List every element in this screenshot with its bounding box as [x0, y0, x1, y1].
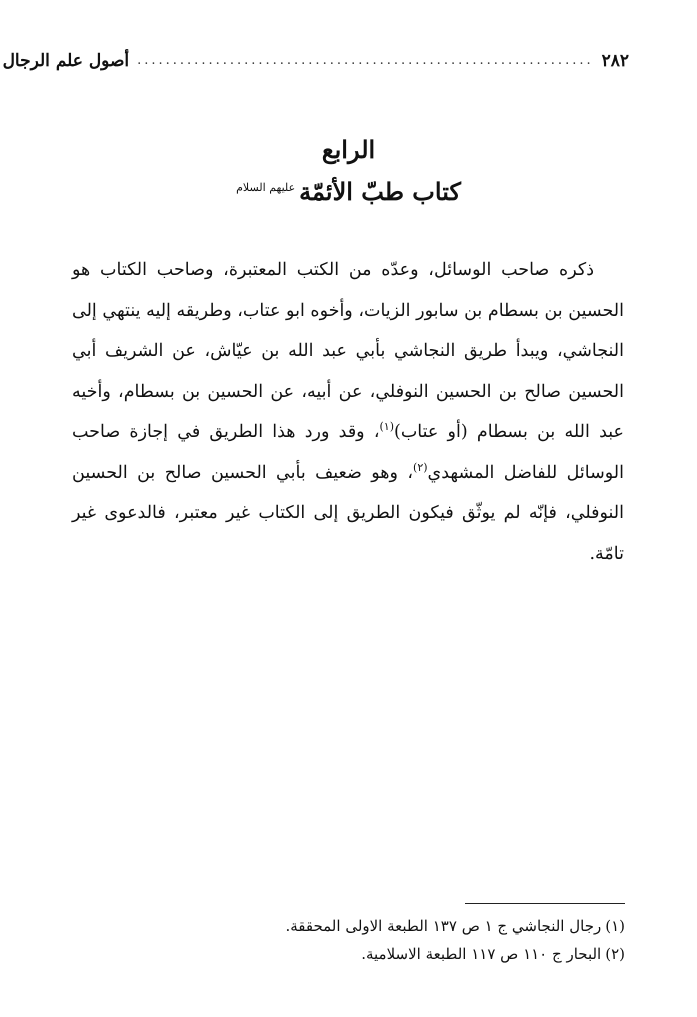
chapter-book-title: كتاب طبّ الأئمّة — [299, 177, 461, 206]
body-paragraph — [72, 250, 624, 574]
running-book-title: أصول علم الرجال — [2, 51, 130, 71]
footnote-divider — [465, 903, 625, 904]
honorific-symbol: عليهم السلام — [236, 181, 296, 194]
footnote-item — [70, 912, 625, 940]
footnote-item — [70, 940, 625, 968]
footnote-reference-2[interactable]: (٢) — [413, 460, 428, 474]
footnote-number: (١) — [605, 917, 625, 935]
chapter-book-title-line — [0, 168, 697, 212]
footnote-text: البحار ج ١١٠ ص ١١٧ الطبعة الاسلامية. — [361, 945, 602, 963]
footnote-reference-1[interactable]: (١) — [379, 420, 394, 434]
footnote-number: (٢) — [605, 945, 625, 963]
section-title: الرابع — [321, 135, 376, 164]
footnotes — [70, 912, 625, 968]
running-header — [2, 46, 629, 76]
page-number: ٢٨٢ — [601, 51, 629, 71]
chapter-heading — [0, 132, 697, 212]
body-segment-1: ذكره صاحب الوسائل، وعدّه من الكتب المعتبرة، وصاحب الكتاب هو الحسين بن بسطام بن سابور الزيات، وأخوه ابو عتاب، وطريقه إليه ينتهي إلى النجاشي، ويبدأ طريق النجاشي بأبي عبد الله بن عيّاش، عن الشريف أبي الحسين صالح بن الحسين النوفلي، عن أبيه، عن الحسين بن بسطام، وأخيه عبد الله بن بسطام (أو عتاب) — [72, 260, 624, 442]
footnote-text: رجال النجاشي ج ١ ص ١٣٧ الطبعة الاولى المحققة. — [285, 917, 602, 935]
leader-dots: ................................................................ — [137, 53, 594, 68]
body-segment-2: ، وقد ورد هذا الطريق في إجازة صاحب الوسائل للفاضل المشهدي — [72, 422, 624, 483]
body-segment-3: ، وهو ضعيف بأبي الحسين صالح بن الحسين النوفلي، فإنّه لم يوثّق فيكون الطريق إلى الكتاب غير معتبر، فالدعوى غير تامّة. — [72, 462, 624, 564]
